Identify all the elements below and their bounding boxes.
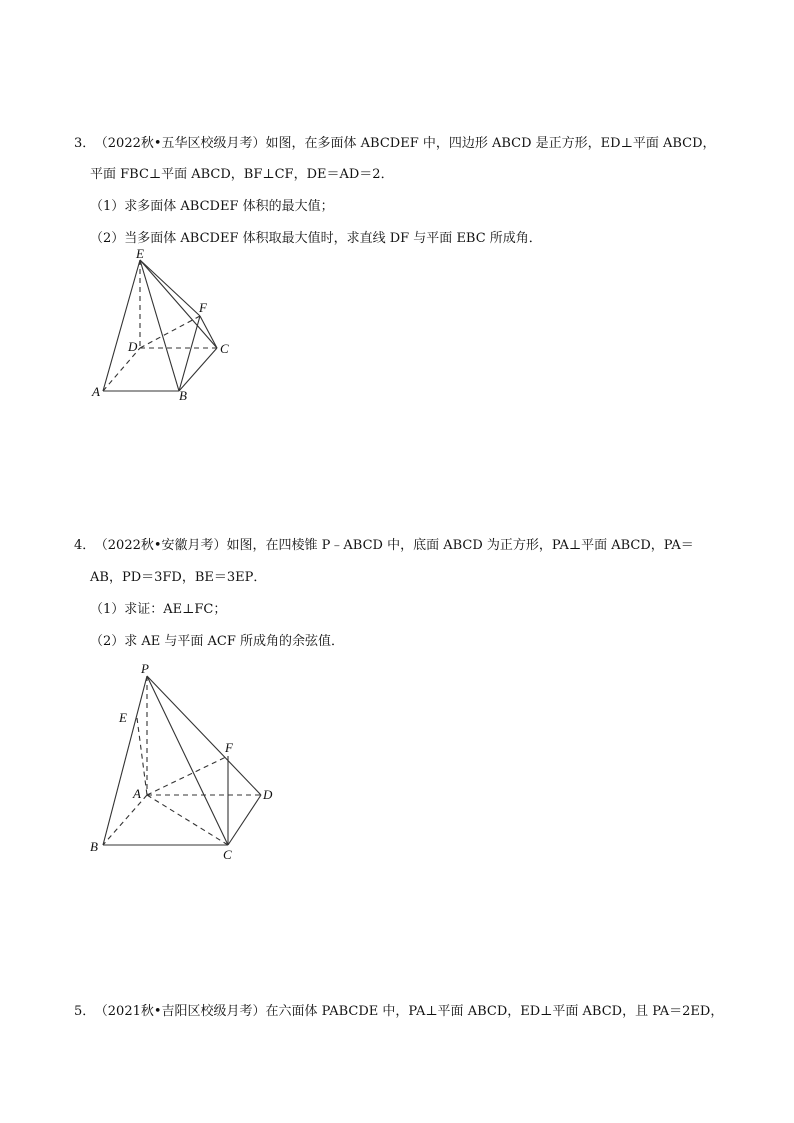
label-B: B [179, 388, 187, 403]
edge-EF [140, 260, 200, 316]
problem-4-line-1: 4． （2022秋•安徽月考）如图，在四棱锥 P﹣ABCD 中，底面 ABCD 为正方形，PA⊥平面 ABCD，PA＝ [74, 538, 694, 553]
edge-PD [147, 676, 261, 795]
problem-4-part-1: （1）求证：AE⊥FC； [90, 602, 227, 617]
problem-5-line-1: 5． （2021秋•吉阳区校级月考）在六面体 PABCDE 中，PA⊥平面 ABCD，ED⊥平面 ABCD，且 PA＝2ED， [74, 1004, 724, 1019]
problem-5-number: 5． [74, 1004, 96, 1019]
problem-3-part-1: （1）求多面体 ABCDEF 体积的最大值； [90, 199, 334, 214]
label-B: B [90, 839, 98, 854]
label-E: E [136, 246, 144, 261]
label-A: A [92, 384, 100, 399]
problem-3-line-2: 平面 FBC⊥平面 ABCD，BF⊥CF，DE＝AD＝2． [90, 167, 394, 182]
edge-PB [103, 676, 147, 845]
problem-4-figure [85, 660, 285, 865]
label-P: P [141, 661, 149, 676]
edge-EA [103, 260, 140, 391]
label-D: D [128, 339, 138, 354]
label-C: C [220, 341, 229, 356]
label-F: F [199, 300, 207, 315]
problem-3-number: 3． [74, 136, 96, 151]
label-D: D [263, 787, 273, 802]
edge-EB [140, 260, 179, 391]
problem-3-part-2: （2）当多面体 ABCDEF 体积取最大值时，求直线 DF 与平面 EBC 所成角． [90, 231, 542, 246]
problem-4-line-2: AB，PD＝3FD，BE＝3EP． [90, 570, 267, 585]
edge-EA [137, 718, 147, 795]
edge-AF [147, 756, 228, 795]
problem-3-line-1: 3． （2022秋•五华区校级月考）如图，在多面体 ABCDEF 中，四边形 ABCD 是正方形，ED⊥平面 ABCD， [74, 136, 716, 151]
problem-3-figure [85, 248, 245, 408]
edge-CD [228, 795, 261, 845]
problem-4-part-2: （2）求 AE 与平面 ACF 所成角的余弦值． [90, 634, 345, 649]
label-A: A [133, 786, 141, 801]
label-C: C [223, 847, 232, 862]
label-F: F [225, 740, 233, 755]
edge-DF [140, 316, 200, 348]
problem-4-number: 4． [74, 538, 96, 553]
label-E: E [119, 710, 127, 725]
